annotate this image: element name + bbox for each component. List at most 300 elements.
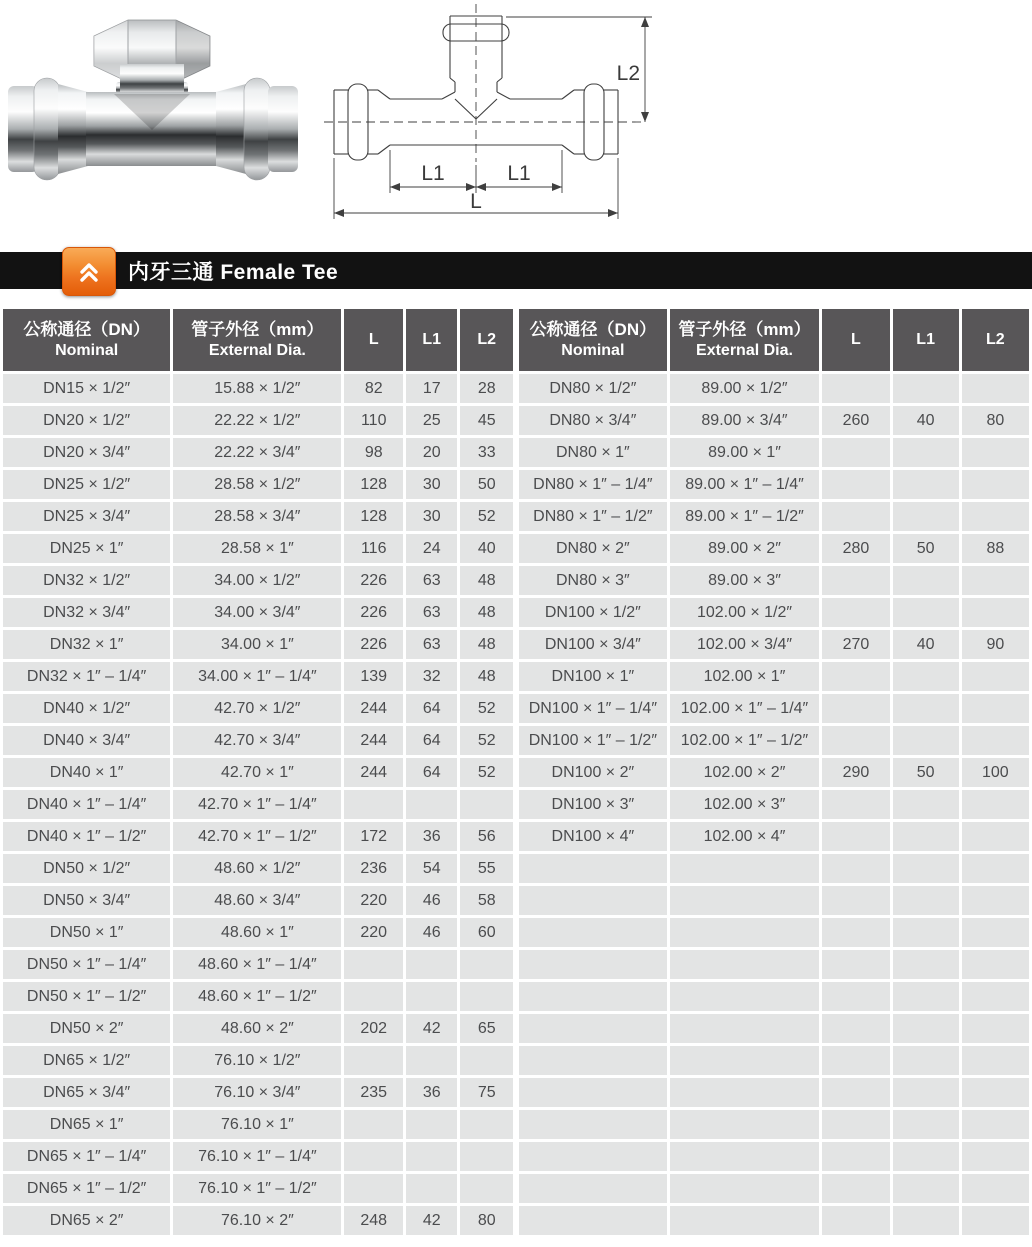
cell-l [821, 853, 891, 885]
cell-external-dia: 22.22 × 1/2″ [172, 405, 343, 437]
cell-nominal: DN100 × 1″ – 1/4″ [518, 693, 669, 725]
cell-l [343, 789, 405, 821]
cell-l1 [404, 981, 459, 1013]
cell-nominal: DN40 × 1/2″ [2, 693, 172, 725]
cell-nominal: DN65 × 1/2″ [2, 1045, 172, 1077]
cell-l2: 56 [459, 821, 515, 853]
cell-nominal [518, 1205, 669, 1237]
cell-nominal: DN25 × 1/2″ [2, 469, 172, 501]
cell-external-dia: 89.00 × 1″ – 1/2″ [668, 501, 821, 533]
cell-l [343, 1141, 405, 1173]
cell-l2 [960, 1013, 1030, 1045]
cell-l2: 80 [960, 405, 1030, 437]
cell-nominal: DN15 × 1/2″ [2, 373, 172, 405]
table-row [2, 533, 515, 565]
table-row [2, 949, 515, 981]
cell-l1 [891, 917, 960, 949]
cell-external-dia: 22.22 × 3/4″ [172, 437, 343, 469]
cell-l2 [960, 1141, 1030, 1173]
cell-l: 116 [343, 533, 405, 565]
table-row [518, 693, 1031, 725]
cell-l2: 52 [459, 501, 515, 533]
cell-l1: 30 [404, 501, 459, 533]
cell-l1 [891, 1205, 960, 1237]
cell-external-dia: 102.00 × 1″ [668, 661, 821, 693]
cell-external-dia: 89.00 × 1″ – 1/4″ [668, 469, 821, 501]
cell-l2: 48 [459, 597, 515, 629]
col-header-l1: L1 [891, 308, 960, 373]
cell-external-dia: 48.60 × 1″ [172, 917, 343, 949]
cell-l2 [960, 469, 1030, 501]
cell-l1 [891, 949, 960, 981]
cell-nominal: DN50 × 3/4″ [2, 885, 172, 917]
table-row [2, 1077, 515, 1109]
cell-external-dia: 48.60 × 2″ [172, 1013, 343, 1045]
table-body-left [2, 373, 515, 1237]
cell-l1: 64 [404, 693, 459, 725]
table-row [518, 501, 1031, 533]
cell-l: 226 [343, 565, 405, 597]
header-row [518, 308, 1031, 373]
product-photo [2, 2, 302, 247]
cell-nominal: DN100 × 3″ [518, 789, 669, 821]
cell-l: 128 [343, 501, 405, 533]
cell-l [821, 1141, 891, 1173]
table-row [2, 437, 515, 469]
cell-l: 280 [821, 533, 891, 565]
cell-l2 [459, 981, 515, 1013]
cell-l1 [891, 693, 960, 725]
cell-nominal: DN80 × 3/4″ [518, 405, 669, 437]
cell-l1 [891, 1077, 960, 1109]
cell-nominal: DN80 × 1/2″ [518, 373, 669, 405]
table-row [518, 949, 1031, 981]
cell-external-dia [668, 1205, 821, 1237]
cell-l [821, 469, 891, 501]
cell-external-dia [668, 885, 821, 917]
cell-nominal: DN80 × 1″ [518, 437, 669, 469]
cell-l2: 80 [459, 1205, 515, 1237]
cell-l1: 24 [404, 533, 459, 565]
col-header-dia-zh: 管子外径（mm） [678, 319, 811, 339]
cell-nominal [518, 917, 669, 949]
cell-l [821, 501, 891, 533]
cell-l [343, 1173, 405, 1205]
cell-l1: 36 [404, 1077, 459, 1109]
table-row [2, 1141, 515, 1173]
cell-nominal: DN100 × 4″ [518, 821, 669, 853]
table-row [518, 917, 1031, 949]
cell-l: 260 [821, 405, 891, 437]
cell-l2 [960, 501, 1030, 533]
cell-external-dia: 28.58 × 1/2″ [172, 469, 343, 501]
cell-l [821, 917, 891, 949]
table-row [2, 789, 515, 821]
cell-l2: 52 [459, 693, 515, 725]
table-row [518, 757, 1031, 789]
cell-l2: 52 [459, 725, 515, 757]
cell-l1: 42 [404, 1013, 459, 1045]
cell-external-dia: 42.70 × 1/2″ [172, 693, 343, 725]
cell-l1 [891, 565, 960, 597]
cell-external-dia: 102.00 × 1/2″ [668, 597, 821, 629]
cell-external-dia: 48.60 × 1/2″ [172, 853, 343, 885]
cell-nominal: DN40 × 1″ – 1/2″ [2, 821, 172, 853]
cell-nominal: DN50 × 1″ – 1/2″ [2, 981, 172, 1013]
cell-l2: 88 [960, 533, 1030, 565]
col-header-l1: L1 [404, 308, 459, 373]
cell-external-dia: 42.70 × 1″ [172, 757, 343, 789]
cell-l: 98 [343, 437, 405, 469]
cell-l2: 90 [960, 629, 1030, 661]
cell-external-dia: 102.00 × 1″ – 1/2″ [668, 725, 821, 757]
cell-l1: 30 [404, 469, 459, 501]
cell-l: 202 [343, 1013, 405, 1045]
cell-nominal [518, 949, 669, 981]
cell-l2 [960, 917, 1030, 949]
cell-l [821, 373, 891, 405]
cell-l [821, 597, 891, 629]
cell-l: 220 [343, 917, 405, 949]
dim-label-l1-left: L1 [421, 162, 445, 185]
spec-table-right [516, 306, 1032, 1238]
table-row [518, 1109, 1031, 1141]
cell-external-dia: 102.00 × 1″ – 1/4″ [668, 693, 821, 725]
cell-l1: 64 [404, 725, 459, 757]
table-row [2, 597, 515, 629]
cell-nominal: DN40 × 1″ [2, 757, 172, 789]
table-row [2, 853, 515, 885]
cell-l: 235 [343, 1077, 405, 1109]
table-row [2, 629, 515, 661]
cell-l2: 100 [960, 757, 1030, 789]
cell-l1: 54 [404, 853, 459, 885]
cell-nominal: DN50 × 1/2″ [2, 853, 172, 885]
spec-tables [0, 306, 1032, 1238]
cell-l: 110 [343, 405, 405, 437]
cell-nominal: DN100 × 3/4″ [518, 629, 669, 661]
cell-l2: 75 [459, 1077, 515, 1109]
table-row [518, 1045, 1031, 1077]
cell-external-dia: 42.70 × 1″ – 1/4″ [172, 789, 343, 821]
table-row [2, 1045, 515, 1077]
cell-l [821, 1109, 891, 1141]
cell-external-dia: 48.60 × 3/4″ [172, 885, 343, 917]
cell-nominal: DN100 × 1″ [518, 661, 669, 693]
cell-l [821, 693, 891, 725]
cell-l1 [404, 789, 459, 821]
cell-l2 [459, 1045, 515, 1077]
cell-external-dia: 34.00 × 1″ [172, 629, 343, 661]
cell-l1 [891, 501, 960, 533]
col-header-nominal-en: Nominal [55, 342, 119, 360]
cell-l1 [404, 1109, 459, 1141]
cell-l2: 55 [459, 853, 515, 885]
cell-external-dia: 76.10 × 1″ – 1/4″ [172, 1141, 343, 1173]
table-row [2, 1013, 515, 1045]
cell-l1 [891, 597, 960, 629]
cell-l2 [960, 981, 1030, 1013]
section-tab[interactable] [62, 247, 116, 296]
table-row [518, 789, 1031, 821]
cell-external-dia [668, 949, 821, 981]
cell-external-dia: 89.00 × 3″ [668, 565, 821, 597]
cell-l1: 50 [891, 757, 960, 789]
cell-l: 226 [343, 629, 405, 661]
table-row [2, 821, 515, 853]
cell-external-dia: 76.10 × 2″ [172, 1205, 343, 1237]
cell-nominal: DN100 × 1/2″ [518, 597, 669, 629]
cell-l [821, 789, 891, 821]
cell-nominal: DN100 × 1″ – 1/2″ [518, 725, 669, 757]
cell-nominal: DN32 × 1/2″ [2, 565, 172, 597]
cell-l [343, 1109, 405, 1141]
cell-l2 [960, 821, 1030, 853]
cell-external-dia: 42.70 × 1″ – 1/2″ [172, 821, 343, 853]
cell-l1: 25 [404, 405, 459, 437]
cell-l: 244 [343, 693, 405, 725]
spec-table-left [0, 306, 516, 1238]
table-row [2, 725, 515, 757]
cell-l [821, 1173, 891, 1205]
photo-tube [8, 64, 298, 180]
dim-label-l: L [470, 190, 482, 213]
cell-nominal [518, 1077, 669, 1109]
table-row [518, 469, 1031, 501]
cell-nominal [518, 853, 669, 885]
cell-l1: 46 [404, 885, 459, 917]
cell-l1 [891, 1013, 960, 1045]
cell-nominal: DN65 × 1″ [2, 1109, 172, 1141]
col-header-nominal [2, 308, 172, 373]
cell-l1 [891, 661, 960, 693]
col-header-nominal-en: Nominal [561, 342, 625, 360]
cell-l2: 48 [459, 629, 515, 661]
cell-l1 [891, 1173, 960, 1205]
cell-nominal: DN50 × 2″ [2, 1013, 172, 1045]
cell-external-dia: 76.10 × 1/2″ [172, 1045, 343, 1077]
cell-l1 [891, 821, 960, 853]
cell-nominal: DN20 × 3/4″ [2, 437, 172, 469]
cell-l2 [960, 693, 1030, 725]
cell-l1: 46 [404, 917, 459, 949]
col-header-dia-en: External Dia. [208, 342, 306, 360]
cell-l1: 63 [404, 597, 459, 629]
col-header-l: L [343, 308, 405, 373]
cell-nominal [518, 885, 669, 917]
cell-external-dia [668, 917, 821, 949]
table-row [518, 885, 1031, 917]
table-row [2, 885, 515, 917]
cell-l: 236 [343, 853, 405, 885]
cell-l1: 42 [404, 1205, 459, 1237]
cell-nominal: DN40 × 3/4″ [2, 725, 172, 757]
cell-external-dia: 89.00 × 1″ [668, 437, 821, 469]
cell-l1: 64 [404, 757, 459, 789]
cell-l2: 28 [459, 373, 515, 405]
cell-l [821, 565, 891, 597]
cell-l: 248 [343, 1205, 405, 1237]
cell-nominal: DN32 × 1″ – 1/4″ [2, 661, 172, 693]
cell-nominal [518, 1109, 669, 1141]
cell-l1 [404, 1141, 459, 1173]
col-header-nominal-zh: 公称通径（DN） [23, 319, 150, 339]
cell-nominal: DN65 × 1″ – 1/2″ [2, 1173, 172, 1205]
cell-l1 [404, 1173, 459, 1205]
cell-l: 226 [343, 597, 405, 629]
cell-l2 [960, 1077, 1030, 1109]
cell-external-dia: 28.58 × 3/4″ [172, 501, 343, 533]
table-row [518, 1013, 1031, 1045]
cell-external-dia: 34.00 × 3/4″ [172, 597, 343, 629]
cell-l: 270 [821, 629, 891, 661]
cell-l [821, 1013, 891, 1045]
cell-l1 [891, 789, 960, 821]
cell-nominal: DN32 × 1″ [2, 629, 172, 661]
cell-external-dia: 76.10 × 1″ – 1/2″ [172, 1173, 343, 1205]
cell-nominal [518, 1141, 669, 1173]
cell-nominal: DN25 × 1″ [2, 533, 172, 565]
cell-nominal: DN25 × 3/4″ [2, 501, 172, 533]
cell-l1: 40 [891, 629, 960, 661]
cell-l2: 65 [459, 1013, 515, 1045]
cell-l1: 32 [404, 661, 459, 693]
cell-external-dia: 102.00 × 3″ [668, 789, 821, 821]
cell-external-dia [668, 981, 821, 1013]
cell-external-dia [668, 853, 821, 885]
cell-external-dia [668, 1013, 821, 1045]
table-row [518, 405, 1031, 437]
col-header-l2: L2 [459, 308, 515, 373]
cell-nominal: DN20 × 1/2″ [2, 405, 172, 437]
cell-external-dia [668, 1173, 821, 1205]
cell-l: 220 [343, 885, 405, 917]
table-row [518, 629, 1031, 661]
table-row [518, 533, 1031, 565]
cell-nominal: DN80 × 1″ – 1/2″ [518, 501, 669, 533]
cell-nominal: DN65 × 3/4″ [2, 1077, 172, 1109]
cell-l2 [960, 725, 1030, 757]
cell-l [821, 1205, 891, 1237]
cell-l2: 50 [459, 469, 515, 501]
cell-nominal: DN50 × 1″ [2, 917, 172, 949]
table-body-right [518, 373, 1031, 1237]
table-row [2, 1173, 515, 1205]
table-row [2, 469, 515, 501]
table-row [518, 437, 1031, 469]
cell-l: 244 [343, 757, 405, 789]
cell-external-dia: 76.10 × 1″ [172, 1109, 343, 1141]
cell-l2 [960, 1045, 1030, 1077]
cell-l1: 63 [404, 629, 459, 661]
cell-l [343, 949, 405, 981]
cell-nominal: DN65 × 2″ [2, 1205, 172, 1237]
table-row [518, 565, 1031, 597]
cell-l: 128 [343, 469, 405, 501]
table-row [518, 1173, 1031, 1205]
col-header-nominal-zh: 公称通径（DN） [529, 319, 657, 339]
cell-l [343, 981, 405, 1013]
cell-external-dia: 15.88 × 1/2″ [172, 373, 343, 405]
cell-l2 [459, 789, 515, 821]
cell-nominal [518, 1013, 669, 1045]
cell-l [821, 949, 891, 981]
cell-l2: 52 [459, 757, 515, 789]
col-header-nominal [518, 308, 669, 373]
cell-nominal [518, 1045, 669, 1077]
table-row [518, 725, 1031, 757]
cell-l2: 33 [459, 437, 515, 469]
cell-nominal: DN65 × 1″ – 1/4″ [2, 1141, 172, 1173]
cell-l2 [459, 1141, 515, 1173]
table-row [2, 565, 515, 597]
cell-external-dia: 34.00 × 1″ – 1/4″ [172, 661, 343, 693]
cell-l1 [891, 725, 960, 757]
cell-nominal [518, 1173, 669, 1205]
cell-l [821, 725, 891, 757]
cell-l [821, 1077, 891, 1109]
cell-l2: 48 [459, 661, 515, 693]
cell-nominal: DN80 × 3″ [518, 565, 669, 597]
dim-label-l2: L2 [616, 62, 640, 85]
cell-l: 139 [343, 661, 405, 693]
table-row [2, 757, 515, 789]
header-row [2, 308, 515, 373]
table-row [2, 1109, 515, 1141]
cell-l2: 60 [459, 917, 515, 949]
table-row [518, 597, 1031, 629]
cell-l1 [404, 1045, 459, 1077]
cell-l1 [891, 981, 960, 1013]
cell-l1 [891, 1109, 960, 1141]
cell-l1: 40 [891, 405, 960, 437]
cell-nominal: DN50 × 1″ – 1/4″ [2, 949, 172, 981]
cell-l2 [960, 1109, 1030, 1141]
cell-nominal: DN100 × 2″ [518, 757, 669, 789]
cell-l2 [459, 949, 515, 981]
col-header-l2: L2 [960, 308, 1030, 373]
cell-nominal: DN80 × 2″ [518, 533, 669, 565]
cell-l [821, 885, 891, 917]
cell-external-dia: 76.10 × 3/4″ [172, 1077, 343, 1109]
table-row [2, 405, 515, 437]
cell-external-dia: 102.00 × 4″ [668, 821, 821, 853]
cell-l1: 63 [404, 565, 459, 597]
cell-l2 [960, 373, 1030, 405]
cell-l1 [891, 469, 960, 501]
cell-external-dia: 28.58 × 1″ [172, 533, 343, 565]
table-row [518, 1141, 1031, 1173]
cell-external-dia: 89.00 × 2″ [668, 533, 821, 565]
cell-l2 [960, 885, 1030, 917]
table-row [518, 1205, 1031, 1237]
cell-l1 [891, 885, 960, 917]
table-row [2, 501, 515, 533]
cell-external-dia: 42.70 × 3/4″ [172, 725, 343, 757]
col-header-external-dia [668, 308, 821, 373]
table-row [518, 373, 1031, 405]
cell-l [821, 437, 891, 469]
table-row [518, 661, 1031, 693]
cell-l1 [891, 437, 960, 469]
cell-external-dia: 89.00 × 3/4″ [668, 405, 821, 437]
cell-l [343, 1045, 405, 1077]
cell-external-dia [668, 1109, 821, 1141]
cell-l [821, 1045, 891, 1077]
cell-l2 [960, 565, 1030, 597]
cell-nominal: DN32 × 3/4″ [2, 597, 172, 629]
dim-label-l1-right: L1 [507, 162, 531, 185]
